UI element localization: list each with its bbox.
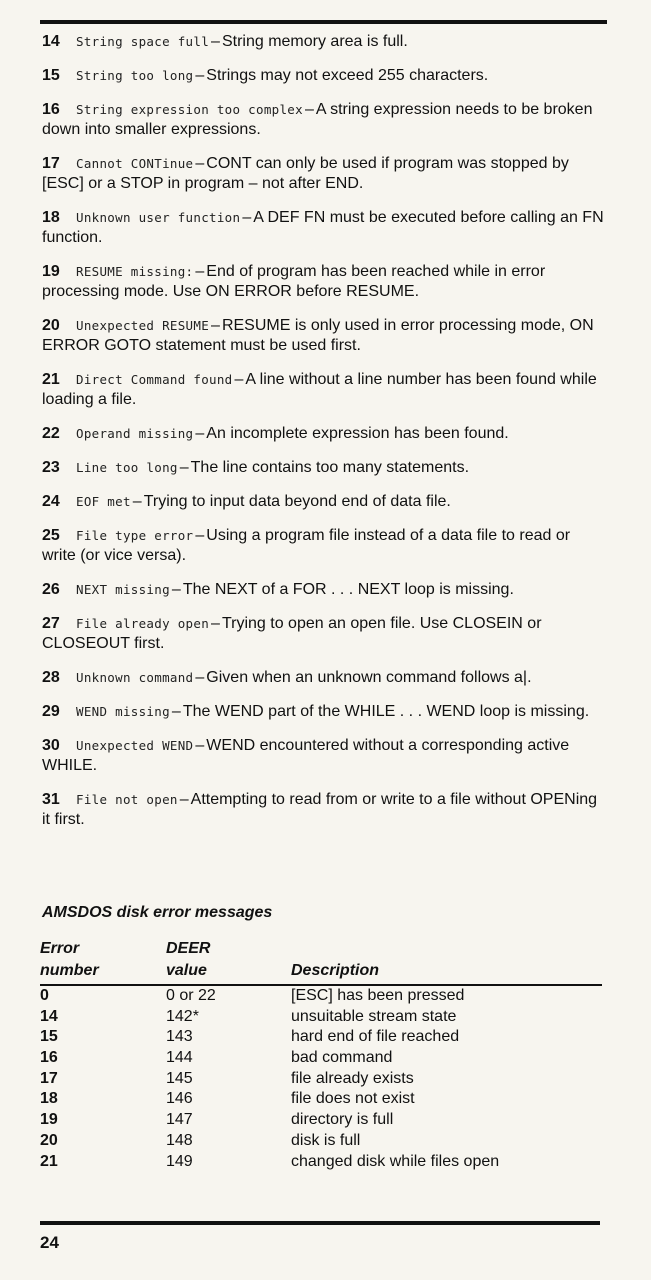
- dash: –: [171, 581, 181, 598]
- error-description: Trying to input data beyond end of data file.: [143, 493, 451, 510]
- header-deer-line1: DEER: [166, 940, 211, 957]
- cell-description: [ESC] has been pressed: [291, 987, 465, 1004]
- top-rule: [40, 20, 607, 24]
- error-description: A string expression needs to be broken down into smaller expressions.: [42, 101, 593, 138]
- header-description: Description: [291, 962, 380, 979]
- error-code: NEXT missing: [76, 582, 170, 597]
- error-number: 18: [42, 209, 60, 226]
- header-error-number: [40, 938, 160, 982]
- error-number: 31: [42, 791, 60, 808]
- cell-deer-value: 145: [166, 1069, 193, 1087]
- dash: –: [242, 209, 252, 226]
- dash: –: [195, 737, 205, 754]
- error-number: 24: [42, 493, 60, 510]
- error-code: File type error: [76, 528, 194, 543]
- error-entry: [42, 492, 607, 512]
- table-row: [40, 1152, 602, 1173]
- error-number: 15: [42, 67, 60, 84]
- error-entry: [42, 790, 607, 830]
- error-description: String memory area is full.: [221, 33, 408, 50]
- error-number: 25: [42, 527, 60, 544]
- error-entry: [42, 458, 607, 478]
- error-code: RESUME missing:: [76, 264, 194, 279]
- error-entry: [42, 424, 607, 444]
- table-row: [40, 1048, 602, 1069]
- error-description: Given when an unknown command follows a|.: [206, 669, 532, 686]
- error-number: 28: [42, 669, 60, 686]
- error-description: CONT can only be used if program was stopped by [ESC] or a STOP in program – not after END.: [42, 155, 569, 192]
- header-deer-line2: value: [166, 962, 207, 979]
- dash: –: [195, 669, 205, 686]
- table-row: [40, 1007, 602, 1028]
- error-description: Attempting to read from or write to a file without OPENing it first.: [42, 791, 598, 828]
- section-title: AMSDOS disk error messages: [42, 904, 273, 921]
- cell-deer-value: 142*: [166, 1007, 199, 1025]
- error-entry: [42, 736, 607, 776]
- page-number: 24: [40, 1233, 59, 1252]
- cell-deer-value: 144: [166, 1049, 193, 1067]
- table-row: [40, 1069, 602, 1090]
- cell-error-number: 21: [40, 1152, 58, 1170]
- error-entry: [42, 370, 607, 410]
- dash: –: [132, 493, 142, 510]
- dash: –: [211, 615, 220, 632]
- cell-description: file does not exist: [291, 1090, 415, 1108]
- error-code: File already open: [76, 616, 210, 631]
- error-number: 27: [42, 615, 60, 632]
- cell-error-number: 17: [40, 1069, 58, 1087]
- error-number: 14: [42, 33, 60, 50]
- cell-deer-value: 143: [166, 1028, 193, 1046]
- error-code: String space full: [76, 34, 210, 49]
- bottom-rule: [40, 1221, 600, 1225]
- cell-deer-value: 149: [166, 1152, 193, 1170]
- error-code: EOF met: [76, 494, 131, 509]
- error-number: 20: [42, 317, 60, 334]
- error-number: 17: [42, 155, 60, 172]
- dash: –: [179, 459, 189, 476]
- dash: –: [195, 155, 205, 172]
- cell-deer-value: 146: [166, 1090, 193, 1108]
- error-number: 30: [42, 737, 60, 754]
- table-row: [40, 1027, 602, 1048]
- dash: –: [304, 101, 314, 118]
- cell-error-number: 20: [40, 1131, 58, 1149]
- disk-error-table: [40, 938, 602, 1172]
- dash: –: [195, 425, 205, 442]
- header-error-line1: Error: [40, 940, 80, 957]
- error-entry: [42, 614, 607, 654]
- error-code: File not open: [76, 792, 178, 807]
- dash: –: [195, 263, 205, 280]
- dash: –: [171, 703, 181, 720]
- error-code: Direct Command found: [76, 372, 233, 387]
- error-code: Operand missing: [76, 426, 194, 441]
- dash: –: [179, 791, 189, 808]
- error-description: An incomplete expression has been found.: [206, 425, 509, 442]
- cell-error-number: 14: [40, 1007, 58, 1025]
- error-description: Using a program file instead of a data file to read or write (or vice versa).: [42, 527, 571, 564]
- error-description: End of program has been reached while in error processing mode. Use ON ERROR before RESUME.: [42, 263, 546, 300]
- cell-deer-value: 0 or 22: [166, 987, 216, 1004]
- error-description: The NEXT of a FOR . . . NEXT loop is missing.: [182, 581, 514, 598]
- cell-error-number: 18: [40, 1090, 58, 1108]
- error-entry: [42, 100, 607, 140]
- basic-error-list: [42, 32, 607, 844]
- cell-description: directory is full: [291, 1111, 394, 1129]
- cell-description: file already exists: [291, 1069, 414, 1087]
- error-entry: [42, 668, 607, 688]
- error-description: The WEND part of the WHILE . . . WEND loop is missing.: [182, 703, 590, 720]
- error-description: WEND encountered without a corresponding active WHILE.: [42, 737, 570, 774]
- error-code: Unexpected RESUME: [76, 318, 210, 333]
- error-code: Unknown command: [76, 670, 194, 685]
- cell-error-number: 0: [40, 987, 49, 1004]
- table-row: [40, 1089, 602, 1110]
- error-number: 29: [42, 703, 60, 720]
- error-code: Unexpected WEND: [76, 738, 194, 753]
- header-error-line2: number: [40, 962, 99, 979]
- error-entry: [42, 316, 607, 356]
- dash: –: [211, 33, 220, 50]
- cell-error-number: 15: [40, 1028, 58, 1046]
- error-code: String too long: [76, 68, 194, 83]
- error-description: The line contains too many statements.: [190, 459, 470, 476]
- cell-deer-value: 148: [166, 1131, 193, 1149]
- error-number: 16: [42, 101, 60, 118]
- cell-description: disk is full: [291, 1131, 361, 1149]
- cell-error-number: 16: [40, 1049, 58, 1067]
- error-number: 22: [42, 425, 60, 442]
- error-entry: [42, 208, 607, 248]
- error-number: 26: [42, 581, 60, 598]
- error-description: A line without a line number has been found while loading a file.: [42, 371, 597, 408]
- cell-description: hard end of file reached: [291, 1028, 460, 1046]
- error-number: 19: [42, 263, 60, 280]
- error-code: Line too long: [76, 460, 178, 475]
- cell-description: bad command: [291, 1049, 393, 1067]
- table-body: [40, 986, 602, 1172]
- error-code: WEND missing: [76, 704, 170, 719]
- error-entry: [42, 526, 607, 566]
- cell-description: changed disk while files open: [291, 1152, 500, 1170]
- cell-description: unsuitable stream state: [291, 1007, 457, 1025]
- dash: –: [195, 527, 205, 544]
- error-code: Unknown user function: [76, 210, 241, 225]
- dash: –: [195, 67, 205, 84]
- error-entry: [42, 66, 607, 86]
- error-number: 23: [42, 459, 60, 476]
- table-row: [40, 1110, 602, 1131]
- error-code: Cannot CONTinue: [76, 156, 194, 171]
- table-header: [40, 938, 602, 982]
- error-entry: [42, 702, 607, 722]
- header-deer-value: [166, 938, 286, 982]
- error-description: A DEF FN must be executed before calling an FN function.: [42, 209, 604, 246]
- error-description: Trying to open an open file. Use CLOSEIN or CLOSEOUT first.: [42, 615, 542, 652]
- error-description: Strings may not exceed 255 characters.: [206, 67, 489, 84]
- error-number: 21: [42, 371, 60, 388]
- table-row: [40, 1131, 602, 1152]
- error-entry: [42, 32, 607, 52]
- error-entry: [42, 580, 607, 600]
- dash: –: [234, 371, 244, 388]
- cell-error-number: 19: [40, 1111, 58, 1129]
- error-code: String expression too complex: [76, 102, 303, 117]
- error-entry: [42, 154, 607, 194]
- cell-deer-value: 147: [166, 1111, 193, 1129]
- table-row: [40, 986, 602, 1007]
- dash: –: [211, 317, 220, 334]
- error-entry: [42, 262, 607, 302]
- error-description: RESUME is only used in error processing mode, ON ERROR GOTO statement must be used first.: [42, 317, 594, 354]
